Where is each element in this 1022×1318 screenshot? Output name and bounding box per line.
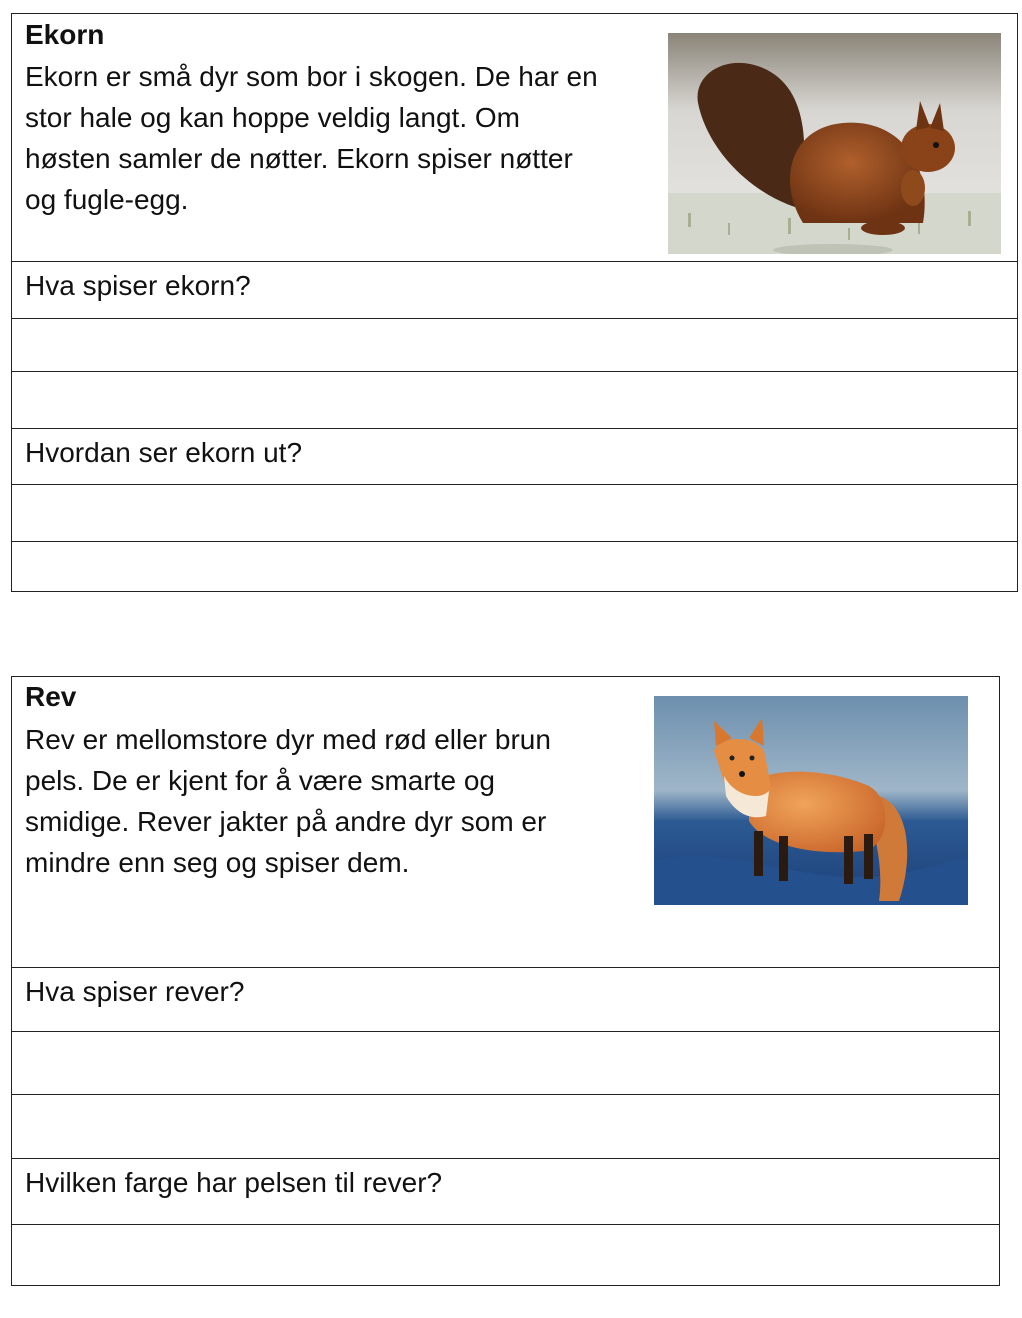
rev-answer-line-1[interactable] xyxy=(12,1031,999,1094)
ekorn-answer-line-2[interactable] xyxy=(12,371,1017,428)
rev-answer-line-3[interactable] xyxy=(12,1224,999,1285)
ekorn-worksheet xyxy=(11,13,1018,592)
rev-answer-line-2[interactable] xyxy=(12,1094,999,1158)
ekorn-text: Ekorn er små dyr som bor i skogen. De har en stor hale og kan hoppe veldig langt. Om høsten samler de nøtter. Ekorn spiser nøtter og fugle-egg. xyxy=(25,61,598,215)
ekorn-question-1-label: Hva spiser ekorn? xyxy=(25,270,251,301)
ekorn-answer-line-1[interactable] xyxy=(12,318,1017,371)
rev-question-1 xyxy=(12,967,999,1031)
fox-photo xyxy=(654,696,968,905)
ekorn-answer-line-3[interactable] xyxy=(12,484,1017,541)
rev-text: Rev er mellomstore dyr med rød eller brun pels. De er kjent for å være smarte og smidige. Rever jakter på andre dyr som er mindre enn seg og spiser dem. xyxy=(25,724,551,878)
rev-worksheet xyxy=(11,676,1000,1286)
ekorn-title: Ekorn xyxy=(25,19,105,50)
ekorn-answer-line-4[interactable] xyxy=(12,541,1017,591)
rev-title: Rev xyxy=(25,681,77,712)
rev-question-2 xyxy=(12,1158,999,1224)
rev-question-1-label: Hva spiser rever? xyxy=(25,976,245,1007)
ekorn-question-2-label: Hvordan ser ekorn ut? xyxy=(25,437,303,468)
squirrel-photo xyxy=(668,33,1001,254)
ekorn-question-1 xyxy=(12,261,1017,318)
rev-question-2-label: Hvilken farge har pelsen til rever? xyxy=(25,1167,443,1198)
ekorn-question-2 xyxy=(12,428,1017,484)
